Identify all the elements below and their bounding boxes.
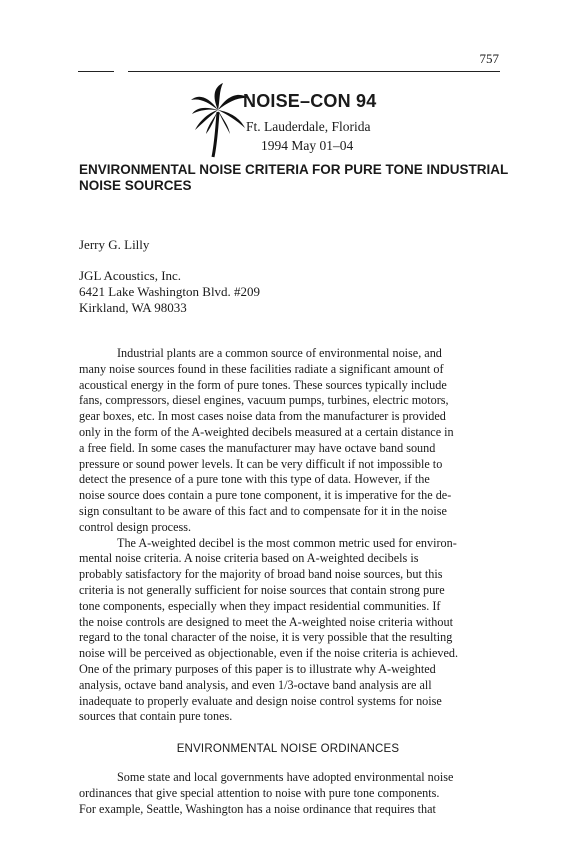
paragraph-line: ordinances that give special attention to noise with pure tone components. [79, 785, 440, 800]
paragraph-line: Industrial plants are a common source of environmental noise, and [117, 346, 442, 360]
paragraph-line: One of the primary purposes of this paper is to illustrate why A-weighted [79, 661, 436, 676]
conference-title: NOISE–CON 94 [243, 91, 377, 111]
paragraph-line: sources that contain pure tones. [79, 709, 233, 724]
body-paragraphs [79, 346, 500, 725]
header-rule-left [78, 71, 114, 72]
paragraph-line: noise will be perceived as objectionable, even if the noise criteria is achieved. [79, 646, 459, 661]
paragraph-line: regard to the tonal character of the noise, it is very possible that the resulting [79, 630, 453, 645]
paragraph-line: acoustical energy in the form of pure tones. These sources typically include [79, 377, 447, 392]
paragraph-line: pressure or sound power levels. It can be very difficult if not impossible to [79, 456, 443, 471]
palm-tree-logo-icon [190, 82, 250, 158]
paragraph-line: noise source does contain a pure tone component, it is imperative for the de- [79, 488, 452, 503]
paragraph-line: detect the presence of a pure tone with this type of data. However, if the [79, 472, 430, 487]
author-name: Jerry G. Lilly [79, 237, 150, 252]
section-paragraph [79, 770, 500, 817]
paper-title: ENVIRONMENTAL NOISE CRITERIA FOR PURE TONE INDUSTRIAL NOISE SOURCES [79, 162, 509, 193]
header-rule-right [128, 71, 500, 72]
paragraph-line: many noise sources found in these facilities radiate a significant amount of [79, 361, 444, 376]
paragraph-line: control design process. [79, 519, 192, 534]
affiliation-line: Kirkland, WA 98033 [79, 300, 187, 315]
paragraph-line: mental noise criteria. A noise criteria based on A-weighted decibels is [79, 551, 419, 566]
paragraph-line: inadequate to properly evaluate and design noise control systems for noise [79, 693, 442, 708]
affiliation-line: 6421 Lake Washington Blvd. #209 [79, 284, 261, 299]
paragraph-line: Some state and local governments have adopted environmental noise [117, 770, 454, 784]
paragraph-line: sign consultant to be aware of this fact and to compensate for it in the noise [79, 503, 447, 518]
paragraph-line: a free field. In some cases the manufacturer may have octave band sound [79, 440, 436, 455]
paragraph-line: analysis, octave band analysis, and even 1/3-octave band analysis are all [79, 677, 432, 692]
paragraph-line: probably satisfactory for the majority of broad band noise sources, but this [79, 567, 443, 582]
paragraph-line: criteria is not generally sufficient for noise sources that contain strong pure [79, 582, 445, 597]
conference-date: 1994 May 01–04 [261, 138, 354, 153]
section-heading: ENVIRONMENTAL NOISE ORDINANCES [176, 743, 400, 755]
affiliation-line: JGL Acoustics, Inc. [79, 268, 182, 283]
author-affiliation [79, 268, 260, 316]
conference-place: Ft. Lauderdale, Florida [246, 119, 371, 134]
paragraph-line: For example, Seattle, Washington has a noise ordinance that requires that [79, 801, 436, 816]
paragraph-line: the noise controls are designed to meet the A-weighted noise criteria without [79, 614, 453, 629]
paragraph-line: only in the form of the A-weighted decibels measured at a certain distance in [79, 424, 454, 439]
paragraph-line: tone components, especially when they impact residential communities. If [79, 598, 441, 613]
paragraph-line: fans, compressors, diesel engines, vacuum pumps, turbines, electric motors, [79, 393, 449, 408]
paragraph-line: The A-weighted decibel is the most common metric used for environ- [117, 535, 457, 550]
paragraph-line: gear boxes, etc. In most cases noise data from the manufacturer is provided [79, 409, 446, 424]
page-number: 757 [479, 51, 499, 66]
